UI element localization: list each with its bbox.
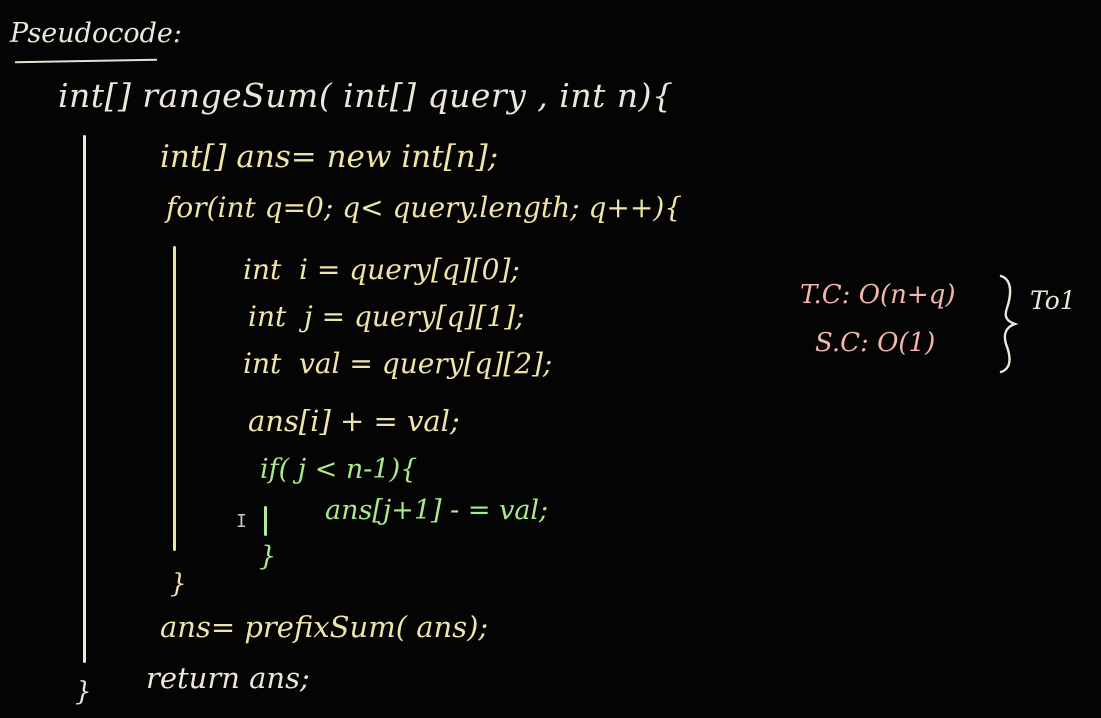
time-complexity: T.C: O(n+q)	[800, 280, 956, 310]
text-cursor-icon: I	[236, 511, 247, 532]
ans-i-update-line: ans[i] + = val;	[248, 404, 460, 438]
return-line: return ans;	[146, 661, 310, 695]
i-assignment-line: int i = query[q][0];	[243, 253, 520, 286]
val-assignment-line: int val = query[q][2];	[243, 347, 553, 380]
space-complexity: S.C: O(1)	[815, 328, 936, 358]
complexity-label: To1	[1030, 286, 1076, 315]
pseudocode-title: Pseudocode:	[10, 18, 182, 49]
ans-j-update-line: ans[j+1] - = val;	[325, 495, 549, 526]
for-close-brace: }	[170, 569, 187, 599]
for-loop-header: for(int q=0; q< query.length; q++){	[166, 191, 683, 224]
function-signature: int[] rangeSum( int[] query , int n){	[58, 76, 674, 115]
for-body-rule	[173, 246, 176, 551]
if-condition-line: if( j < n-1){	[260, 454, 418, 485]
ans-init-line: int[] ans= new int[n];	[160, 139, 499, 175]
curly-brace-icon	[995, 274, 1021, 374]
title-underline	[15, 59, 157, 63]
prefix-sum-line: ans= prefixSum( ans);	[160, 610, 489, 644]
if-body-rule	[264, 506, 267, 536]
function-body-rule	[83, 135, 86, 663]
if-close-brace: }	[259, 541, 277, 572]
j-assignment-line: int j = query[q][1];	[248, 300, 525, 333]
function-close-brace: }	[75, 677, 92, 707]
